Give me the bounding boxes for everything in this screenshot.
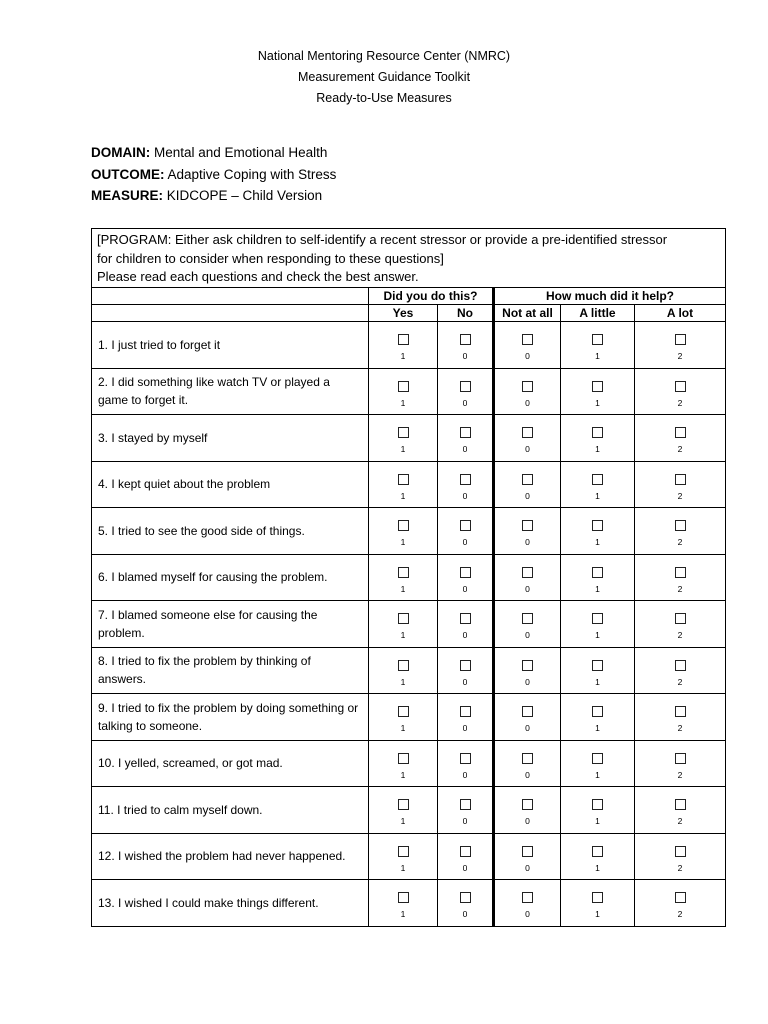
checkbox-yes[interactable] bbox=[398, 427, 409, 438]
question-text: 10. I yelled, screamed, or got mad. bbox=[92, 740, 369, 787]
score-value: 0 bbox=[462, 397, 468, 408]
score-value: 1 bbox=[595, 444, 600, 454]
instructions-line-2: for children to consider when responding to these questions] bbox=[97, 250, 444, 266]
option-cell-not-at-all bbox=[494, 461, 561, 508]
question-row bbox=[92, 554, 726, 601]
option-cell-a-little bbox=[561, 647, 635, 694]
option-cell-not-at-all bbox=[494, 601, 561, 648]
score-value: 0 bbox=[525, 676, 530, 687]
option-cell-yes bbox=[369, 368, 438, 415]
option-cell-a-little bbox=[561, 508, 635, 555]
score-value: 0 bbox=[462, 909, 468, 919]
checkbox-not-at-all[interactable] bbox=[522, 753, 533, 764]
option-cell-no bbox=[438, 740, 494, 787]
domain-label: DOMAIN: bbox=[91, 145, 151, 160]
option-cell-no bbox=[438, 787, 494, 834]
checkbox-a-lot[interactable] bbox=[675, 520, 686, 531]
score-value: 2 bbox=[677, 723, 683, 733]
checkbox-a-lot[interactable] bbox=[675, 474, 686, 485]
question-row bbox=[92, 787, 726, 834]
question-row bbox=[92, 368, 726, 415]
option-cell-a-lot bbox=[635, 647, 726, 694]
question-text: 12. I wished the problem had never happened. bbox=[92, 833, 369, 880]
checkbox-yes[interactable] bbox=[398, 474, 409, 485]
option-cell-a-lot bbox=[635, 322, 726, 369]
score-value: 0 bbox=[525, 351, 530, 361]
checkbox-yes[interactable] bbox=[398, 753, 409, 764]
checkbox-not-at-all[interactable] bbox=[522, 613, 533, 624]
outcome-value: Adaptive Coping with Stress bbox=[164, 166, 337, 182]
not-at-all-header: Not at all bbox=[494, 305, 561, 322]
score-value: 1 bbox=[595, 676, 600, 687]
checkbox-not-at-all[interactable] bbox=[522, 706, 533, 717]
option-cell-yes bbox=[369, 647, 438, 694]
score-value: 0 bbox=[525, 816, 530, 826]
score-value: 0 bbox=[525, 583, 530, 594]
score-value: 0 bbox=[525, 909, 530, 919]
checkbox-not-at-all[interactable] bbox=[522, 427, 533, 438]
a-little-header: A little bbox=[561, 305, 635, 322]
checkbox-a-lot[interactable] bbox=[675, 892, 686, 903]
option-cell-a-little bbox=[561, 322, 635, 369]
score-value: 1 bbox=[400, 630, 406, 640]
score-value: 1 bbox=[400, 862, 406, 873]
question-row bbox=[92, 694, 726, 741]
score-value: 1 bbox=[400, 769, 406, 780]
domain-line bbox=[91, 142, 336, 164]
score-value: 1 bbox=[595, 723, 600, 733]
question-row bbox=[92, 647, 726, 694]
score-value: 0 bbox=[462, 862, 468, 873]
checkbox-yes[interactable] bbox=[398, 334, 409, 345]
option-cell-no bbox=[438, 833, 494, 880]
score-value: 1 bbox=[400, 351, 406, 361]
score-value: 0 bbox=[462, 630, 468, 640]
checkbox-no[interactable] bbox=[460, 892, 471, 903]
score-value: 1 bbox=[400, 723, 406, 733]
score-value: 0 bbox=[525, 630, 530, 640]
score-value: 0 bbox=[462, 723, 468, 733]
score-value: 1 bbox=[595, 397, 600, 408]
checkbox-yes[interactable] bbox=[398, 892, 409, 903]
checkbox-a-little[interactable] bbox=[592, 427, 603, 438]
option-cell-yes bbox=[369, 787, 438, 834]
checkbox-a-little[interactable] bbox=[592, 381, 603, 392]
score-value: 1 bbox=[400, 816, 406, 826]
score-value: 2 bbox=[677, 351, 683, 361]
option-cell-a-lot bbox=[635, 601, 726, 648]
checkbox-a-little[interactable] bbox=[592, 892, 603, 903]
question-text: 4. I kept quiet about the problem bbox=[92, 461, 369, 508]
document-header bbox=[0, 46, 768, 109]
checkbox-not-at-all[interactable] bbox=[522, 799, 533, 810]
option-cell-not-at-all bbox=[494, 740, 561, 787]
score-value: 0 bbox=[462, 351, 468, 361]
question-row bbox=[92, 461, 726, 508]
score-value: 2 bbox=[677, 583, 683, 594]
checkbox-not-at-all[interactable] bbox=[522, 660, 533, 671]
score-value: 0 bbox=[462, 537, 468, 547]
score-value: 1 bbox=[595, 862, 600, 873]
checkbox-not-at-all[interactable] bbox=[522, 567, 533, 578]
instructions-row bbox=[92, 229, 726, 288]
checkbox-yes[interactable] bbox=[398, 381, 409, 392]
a-lot-header: A lot bbox=[635, 305, 726, 322]
score-value: 0 bbox=[525, 723, 530, 733]
option-cell-a-lot bbox=[635, 554, 726, 601]
checkbox-a-lot[interactable] bbox=[675, 753, 686, 764]
header-org: National Mentoring Resource Center (NMRC) bbox=[257, 49, 511, 63]
checkbox-a-little[interactable] bbox=[592, 613, 603, 624]
blank-header-cell bbox=[92, 288, 369, 305]
checkbox-a-lot[interactable] bbox=[675, 334, 686, 345]
checkbox-not-at-all[interactable] bbox=[522, 334, 533, 345]
score-value: 1 bbox=[400, 490, 406, 501]
question-row bbox=[92, 601, 726, 648]
option-cell-no bbox=[438, 508, 494, 555]
checkbox-no[interactable] bbox=[460, 381, 471, 392]
question-row bbox=[92, 740, 726, 787]
checkbox-a-little[interactable] bbox=[592, 706, 603, 717]
instructions-line-1: [PROGRAM: Either ask children to self-identify a recent stressor or provide a pre-identified stressor bbox=[97, 232, 668, 247]
score-value: 0 bbox=[525, 397, 530, 408]
score-value: 1 bbox=[595, 583, 600, 594]
score-value: 2 bbox=[677, 630, 683, 640]
checkbox-not-at-all[interactable] bbox=[522, 520, 533, 531]
measure-value: KIDCOPE – Child Version bbox=[163, 188, 323, 203]
option-cell-yes bbox=[369, 601, 438, 648]
option-cell-yes bbox=[369, 322, 438, 369]
checkbox-no[interactable] bbox=[460, 520, 471, 531]
option-cell-a-lot bbox=[635, 833, 726, 880]
option-cell-no bbox=[438, 368, 494, 415]
header-toolkit: Measurement Guidance Toolkit bbox=[297, 70, 471, 84]
option-cell-not-at-all bbox=[494, 368, 561, 415]
option-cell-not-at-all bbox=[494, 694, 561, 741]
option-cell-a-little bbox=[561, 461, 635, 508]
score-value: 1 bbox=[595, 630, 600, 640]
option-cell-no bbox=[438, 647, 494, 694]
option-cell-yes bbox=[369, 554, 438, 601]
option-cell-no bbox=[438, 694, 494, 741]
outcome-line bbox=[91, 164, 336, 186]
checkbox-a-lot[interactable] bbox=[675, 799, 686, 810]
option-cell-yes bbox=[369, 740, 438, 787]
score-value: 1 bbox=[400, 397, 406, 408]
checkbox-yes[interactable] bbox=[398, 660, 409, 671]
checkbox-a-lot[interactable] bbox=[675, 613, 686, 624]
option-cell-a-little bbox=[561, 740, 635, 787]
option-cell-a-lot bbox=[635, 787, 726, 834]
option-cell-not-at-all bbox=[494, 322, 561, 369]
question-text: 8. I tried to fix the problem by thinking of answers. bbox=[92, 647, 369, 694]
score-value: 0 bbox=[525, 769, 530, 780]
score-value: 2 bbox=[677, 490, 683, 501]
header-subtitle: Ready-to-Use Measures bbox=[316, 91, 452, 105]
checkbox-no[interactable] bbox=[460, 846, 471, 857]
option-cell-yes bbox=[369, 508, 438, 555]
checkbox-not-at-all[interactable] bbox=[522, 846, 533, 857]
option-cell-yes bbox=[369, 694, 438, 741]
checkbox-yes[interactable] bbox=[398, 520, 409, 531]
option-cell-no bbox=[438, 415, 494, 462]
score-value: 2 bbox=[677, 909, 683, 919]
checkbox-no[interactable] bbox=[460, 474, 471, 485]
question-text: 2. I did something like watch TV or played a game to forget it. bbox=[92, 368, 369, 415]
score-value: 0 bbox=[462, 769, 468, 780]
checkbox-a-lot[interactable] bbox=[675, 567, 686, 578]
option-cell-a-lot bbox=[635, 508, 726, 555]
question-text: 13. I wished I could make things different. bbox=[92, 880, 369, 927]
question-row bbox=[92, 833, 726, 880]
checkbox-yes[interactable] bbox=[398, 706, 409, 717]
checkbox-no[interactable] bbox=[460, 334, 471, 345]
option-cell-a-lot bbox=[635, 461, 726, 508]
score-value: 0 bbox=[525, 490, 530, 501]
question-text: 7. I blamed someone else for causing the problem. bbox=[92, 601, 369, 648]
checkbox-a-little[interactable] bbox=[592, 474, 603, 485]
option-cell-a-little bbox=[561, 880, 635, 927]
question-text: 6. I blamed myself for causing the problem. bbox=[92, 554, 369, 601]
option-cell-yes bbox=[369, 880, 438, 927]
checkbox-no[interactable] bbox=[460, 613, 471, 624]
option-cell-a-little bbox=[561, 554, 635, 601]
score-value: 0 bbox=[462, 444, 468, 454]
score-value: 2 bbox=[677, 816, 683, 826]
score-value: 0 bbox=[462, 490, 468, 501]
score-value: 2 bbox=[677, 397, 683, 408]
instructions-cell bbox=[92, 229, 726, 288]
score-value: 1 bbox=[595, 816, 600, 826]
checkbox-a-little[interactable] bbox=[592, 799, 603, 810]
option-cell-not-at-all bbox=[494, 787, 561, 834]
option-cell-a-lot bbox=[635, 694, 726, 741]
option-cell-a-little bbox=[561, 694, 635, 741]
measure-label: MEASURE: bbox=[91, 188, 164, 203]
checkbox-not-at-all[interactable] bbox=[522, 892, 533, 903]
checkbox-no[interactable] bbox=[460, 660, 471, 671]
checkbox-not-at-all[interactable] bbox=[522, 474, 533, 485]
score-value: 0 bbox=[462, 676, 468, 687]
score-value: 1 bbox=[595, 909, 600, 919]
option-cell-not-at-all bbox=[494, 833, 561, 880]
question-row bbox=[92, 415, 726, 462]
checkbox-a-little[interactable] bbox=[592, 567, 603, 578]
question-text: 3. I stayed by myself bbox=[92, 415, 369, 462]
no-header: No bbox=[438, 305, 494, 322]
checkbox-a-little[interactable] bbox=[592, 846, 603, 857]
domain-value: Mental and Emotional Health bbox=[150, 145, 328, 160]
score-value: 0 bbox=[525, 862, 530, 873]
option-cell-a-little bbox=[561, 833, 635, 880]
score-value: 1 bbox=[400, 444, 406, 454]
score-value: 0 bbox=[525, 444, 530, 454]
score-value: 1 bbox=[400, 676, 406, 687]
checkbox-yes[interactable] bbox=[398, 567, 409, 578]
question-row bbox=[92, 880, 726, 927]
checkbox-a-little[interactable] bbox=[592, 334, 603, 345]
question-row bbox=[92, 508, 726, 555]
kidcope-table bbox=[91, 228, 726, 927]
option-cell-yes bbox=[369, 415, 438, 462]
option-cell-no bbox=[438, 461, 494, 508]
score-value: 1 bbox=[400, 537, 406, 547]
score-value: 1 bbox=[595, 351, 600, 361]
option-cell-not-at-all bbox=[494, 880, 561, 927]
measure-line bbox=[91, 185, 336, 207]
score-value: 0 bbox=[525, 537, 530, 547]
score-value: 2 bbox=[677, 444, 683, 454]
score-value: 2 bbox=[677, 537, 683, 547]
score-value: 1 bbox=[595, 537, 600, 547]
score-value: 1 bbox=[400, 583, 406, 594]
score-value: 1 bbox=[595, 490, 600, 501]
how-much-help-header: How much did it help? bbox=[494, 288, 726, 305]
option-cell-not-at-all bbox=[494, 554, 561, 601]
score-value: 2 bbox=[677, 862, 683, 873]
checkbox-a-lot[interactable] bbox=[675, 846, 686, 857]
checkbox-a-lot[interactable] bbox=[675, 706, 686, 717]
score-value: 2 bbox=[677, 769, 683, 780]
option-cell-no bbox=[438, 322, 494, 369]
checkbox-a-little[interactable] bbox=[592, 753, 603, 764]
score-value: 1 bbox=[595, 769, 600, 780]
option-cell-a-little bbox=[561, 415, 635, 462]
question-text: 5. I tried to see the good side of things. bbox=[92, 508, 369, 555]
question-text: 1. I just tried to forget it bbox=[92, 322, 369, 369]
measure-info bbox=[91, 142, 336, 207]
checkbox-no[interactable] bbox=[460, 753, 471, 764]
checkbox-yes[interactable] bbox=[398, 799, 409, 810]
question-text: 11. I tried to calm myself down. bbox=[92, 787, 369, 834]
option-cell-no bbox=[438, 554, 494, 601]
checkbox-a-lot[interactable] bbox=[675, 660, 686, 671]
option-cell-not-at-all bbox=[494, 508, 561, 555]
checkbox-no[interactable] bbox=[460, 706, 471, 717]
checkbox-no[interactable] bbox=[460, 567, 471, 578]
question-row bbox=[92, 322, 726, 369]
checkbox-yes[interactable] bbox=[398, 613, 409, 624]
option-cell-no bbox=[438, 880, 494, 927]
yes-header: Yes bbox=[369, 305, 438, 322]
did-you-do-this-header: Did you do this? bbox=[369, 288, 494, 305]
score-value: 1 bbox=[400, 909, 406, 919]
option-cell-not-at-all bbox=[494, 647, 561, 694]
option-cell-a-little bbox=[561, 787, 635, 834]
option-cell-a-little bbox=[561, 368, 635, 415]
checkbox-yes[interactable] bbox=[398, 846, 409, 857]
column-group-header-row bbox=[92, 288, 726, 305]
option-cell-yes bbox=[369, 833, 438, 880]
checkbox-a-little[interactable] bbox=[592, 520, 603, 531]
option-cell-a-lot bbox=[635, 880, 726, 927]
score-value: 0 bbox=[462, 583, 468, 594]
checkbox-not-at-all[interactable] bbox=[522, 381, 533, 392]
option-cell-not-at-all bbox=[494, 415, 561, 462]
option-cell-a-little bbox=[561, 601, 635, 648]
option-cell-a-lot bbox=[635, 740, 726, 787]
option-cell-a-lot bbox=[635, 368, 726, 415]
question-text: 9. I tried to fix the problem by doing something or talking to someone. bbox=[92, 694, 369, 741]
score-value: 0 bbox=[462, 816, 468, 826]
column-subheader-row bbox=[92, 305, 726, 322]
outcome-label: OUTCOME: bbox=[91, 166, 165, 182]
option-cell-no bbox=[438, 601, 494, 648]
checkbox-a-little[interactable] bbox=[592, 660, 603, 671]
checkbox-a-lot[interactable] bbox=[675, 381, 686, 392]
checkbox-no[interactable] bbox=[460, 427, 471, 438]
score-value: 2 bbox=[677, 676, 683, 687]
blank-subheader-cell bbox=[92, 305, 369, 322]
instructions-line-3: Please read each questions and check the best answer. bbox=[97, 269, 419, 284]
option-cell-a-lot bbox=[635, 415, 726, 462]
option-cell-yes bbox=[369, 461, 438, 508]
checkbox-no[interactable] bbox=[460, 799, 471, 810]
checkbox-a-lot[interactable] bbox=[675, 427, 686, 438]
